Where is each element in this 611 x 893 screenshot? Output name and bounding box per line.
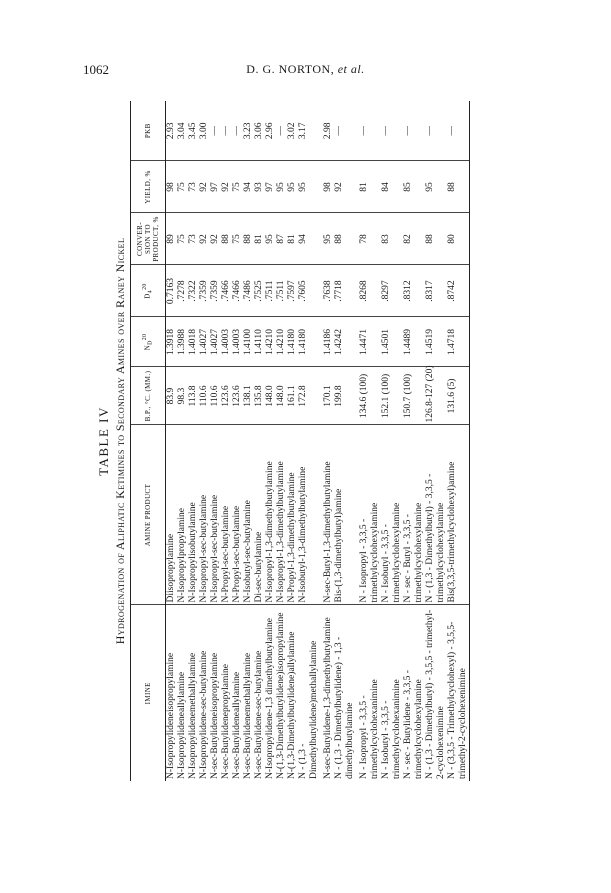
cell-yield: 97 xyxy=(210,161,221,213)
cell-bp: 123.6 xyxy=(221,367,232,425)
cell-pkb: — xyxy=(276,101,287,161)
table-row xyxy=(177,101,188,781)
cell-d4: .7525 xyxy=(254,265,265,317)
cell-conversion: 92 xyxy=(199,213,210,265)
cell-yield: 95 xyxy=(287,161,298,213)
cell-d4: .8317 xyxy=(425,265,447,317)
cell-yield: 98 xyxy=(320,161,334,213)
cell-yield: 84 xyxy=(381,161,403,213)
cell-d4: .7511 xyxy=(265,265,276,317)
table-row xyxy=(381,101,403,781)
cell-conversion: 87 xyxy=(276,213,287,265)
cell-bp: 123.6 xyxy=(232,367,243,425)
cell-nd: 1.3918 xyxy=(166,317,178,367)
cell-bp: 98.3 xyxy=(177,367,188,425)
cell-conversion: 80 xyxy=(447,213,470,265)
table-row xyxy=(232,101,243,781)
cell-imine: N - sec - Butylidene - 3,3,5 - trimethylcyclohexylamine xyxy=(403,670,424,779)
cell-nd: 1.4489 xyxy=(403,317,425,367)
cell-nd: 1.4210 xyxy=(265,317,276,367)
page-number: 1062 xyxy=(83,62,109,77)
cell-amine: N-Isopropyl-sec-butylamine xyxy=(199,425,210,605)
rotated-table-block xyxy=(96,101,496,781)
cell-pkb: — xyxy=(403,101,425,161)
cell-pkb: 3.04 xyxy=(177,101,188,161)
cell-conversion: 88 xyxy=(221,213,232,265)
cell-d4: .7605 xyxy=(298,265,320,317)
cell-amine: N-Isobutyl-sec-butylamine xyxy=(243,425,254,605)
cell-conversion: 94 xyxy=(298,213,320,265)
cell-yield: 95 xyxy=(425,161,447,213)
table-row xyxy=(447,101,470,781)
cell-pkb: — xyxy=(210,101,221,161)
table-caption: Hydrogenation of Aliphatic Ketimines to Secondary Amines over Raney Nickel xyxy=(113,237,127,645)
cell-conversion: 88 xyxy=(243,213,254,265)
cell-pkb: — xyxy=(334,101,356,161)
cell-nd: 1.4186 xyxy=(320,317,334,367)
cell-d4: .7466 xyxy=(232,265,243,317)
cell-imine: N-sec-Butylidenepropylamine xyxy=(221,663,231,779)
cell-bp: 126.8-127 (20) xyxy=(425,367,447,425)
cell-imine: N-sec-Butylideneisopropylamine xyxy=(210,652,220,779)
cell-nd: 1.4003 xyxy=(232,317,243,367)
cell-d4: .8268 xyxy=(356,265,381,317)
cell-yield: 97 xyxy=(265,161,276,213)
cell-nd: 1.3988 xyxy=(177,317,188,367)
header-nd-label: N xyxy=(143,344,152,351)
table-row xyxy=(334,101,356,781)
cell-yield: 93 xyxy=(254,161,265,213)
cell-bp: 148.0 xyxy=(265,367,276,425)
cell-d4: .8742 xyxy=(447,265,470,317)
cell-d4: .7638 xyxy=(320,265,334,317)
header-amine: AMINE PRODUCT xyxy=(131,425,166,605)
table-row xyxy=(254,101,265,781)
cell-conversion: 81 xyxy=(287,213,298,265)
cell-amine: N-Isopropylpropylamine xyxy=(177,425,188,605)
cell-imine: N - (3,3,5 - Trimethylcyclohexyl) - 3,5,5-trimethyl-2-cyclohexenimine xyxy=(447,605,470,781)
cell-pkb: 3.17 xyxy=(298,101,320,161)
cell-bp: 110.6 xyxy=(199,367,210,425)
cell-pkb: 3.45 xyxy=(188,101,199,161)
cell-yield: 73 xyxy=(188,161,199,213)
cell-conversion: 95 xyxy=(265,213,276,265)
cell-yield: 75 xyxy=(177,161,188,213)
cell-d4: .8312 xyxy=(403,265,425,317)
cell-d4: 0.7163 xyxy=(166,265,178,317)
cell-bp: 172.8 xyxy=(298,367,320,425)
table-row xyxy=(356,101,381,781)
cell-yield: 81 xyxy=(356,161,381,213)
table-row xyxy=(287,101,298,781)
cell-amine: N - (1,3 - Dimethylbutyl) - 3,3,5 - trimethylcyclohexylamine xyxy=(425,425,447,605)
cell-bp: 170.1 xyxy=(320,367,334,425)
cell-nd: 1.4027 xyxy=(199,317,210,367)
table-row xyxy=(403,101,425,781)
cell-bp: 83.9 xyxy=(166,367,178,425)
cell-amine: Di-sec-butylamine xyxy=(254,425,265,605)
cell-d4: .7466 xyxy=(221,265,232,317)
cell-amine: N - Isobutyl - 3,3,5 - trimethylcyclohexylamine xyxy=(381,425,403,605)
cell-conversion: 88 xyxy=(334,213,356,265)
table-row xyxy=(320,101,334,781)
cell-d4: .7278 xyxy=(177,265,188,317)
cell-d4: .7359 xyxy=(210,265,221,317)
header-bp: B.P., °C. (MM.) xyxy=(131,367,166,425)
cell-nd: 1.4180 xyxy=(287,317,298,367)
cell-yield: 75 xyxy=(232,161,243,213)
cell-d4: .7322 xyxy=(188,265,199,317)
table-row xyxy=(298,101,320,781)
cell-conversion: 73 xyxy=(188,213,199,265)
cell-nd: 1.4210 xyxy=(276,317,287,367)
cell-imine: N-(1,3-Dimethylbutylidene)allylamine xyxy=(287,631,297,779)
cell-amine: N-Propyl-1,3-dimethylbutylamine xyxy=(287,425,298,605)
cell-imine: N-sec-Butylideneallylamine xyxy=(232,671,242,779)
table-row xyxy=(276,101,287,781)
cell-imine: N-sec-Butylidenemethallylamine xyxy=(243,652,253,779)
cell-bp: 113.8 xyxy=(188,367,199,425)
table-row xyxy=(265,101,276,781)
cell-bp: 199.8 xyxy=(334,367,356,425)
cell-nd: 1.4110 xyxy=(254,317,265,367)
cell-nd: 1.4018 xyxy=(188,317,199,367)
cell-bp: 131.6 (5) xyxy=(447,367,470,425)
cell-conversion: 75 xyxy=(177,213,188,265)
cell-amine: N - sec - Butyl - 3,3,5 - trimethylcyclohexylamine xyxy=(403,425,425,605)
cell-d4: .7359 xyxy=(199,265,210,317)
table-row xyxy=(425,101,447,781)
cell-nd: 1.4519 xyxy=(425,317,447,367)
cell-nd: 1.4501 xyxy=(381,317,403,367)
cell-pkb: — xyxy=(425,101,447,161)
header-pkb: PKB xyxy=(131,101,166,161)
cell-amine: N-Isopropyl-sec-butylamine xyxy=(210,425,221,605)
cell-pkb: — xyxy=(381,101,403,161)
cell-pkb: 2.96 xyxy=(265,101,276,161)
cell-pkb: — xyxy=(221,101,232,161)
table-row xyxy=(221,101,232,781)
cell-imine: N-sec-Butylidene-sec-butylamine xyxy=(254,650,264,779)
cell-imine: N-Isopropylideneallylamine xyxy=(177,671,187,779)
header-d4-label: D xyxy=(143,293,152,299)
header-d4: $D_4^{20}$ xyxy=(131,265,166,317)
cell-amine: Bis(3,3,5-trimethylcyclohexyl)amine xyxy=(447,425,470,605)
cell-d4: .7486 xyxy=(243,265,254,317)
cell-nd: 1.4471 xyxy=(356,317,381,367)
header-conversion: CONVER-SION TO PRODUCT, % xyxy=(131,213,166,265)
cell-yield: 92 xyxy=(199,161,210,213)
cell-yield: 92 xyxy=(221,161,232,213)
cell-pkb: 2.93 xyxy=(166,101,178,161)
cell-imine: N-(1,3-Dimethylbutylidene)isopropylamine xyxy=(276,612,286,779)
cell-yield: 88 xyxy=(447,161,470,213)
header-nd: $N_D^{20}$ xyxy=(131,317,166,367)
cell-nd: 1.4027 xyxy=(210,317,221,367)
cell-imine: N - (1,3 - Dimethylbutyl) - 3,5,5 - trimethyl-2-cyclohexenimine xyxy=(425,609,446,779)
cell-yield: 85 xyxy=(403,161,425,213)
cell-imine: N - (1,3 - Dimethylbutylidene) - 1,3 - dimethylbutylamine xyxy=(334,636,355,779)
cell-conversion: 82 xyxy=(403,213,425,265)
cell-amine: N - Isopropyl - 3,3,5 - trimethylcyclohexylamine xyxy=(356,425,381,605)
cell-bp: 152.1 (100) xyxy=(381,367,403,425)
cell-pkb: 3.02 xyxy=(287,101,298,161)
running-head xyxy=(0,62,611,77)
cell-pkb: — xyxy=(356,101,381,161)
cell-amine: N-Propyl-sec-butylamine xyxy=(221,425,232,605)
cell-yield: 95 xyxy=(276,161,287,213)
cell-imine: N-Isopropylidene-sec-butylamine xyxy=(199,650,209,779)
cell-pkb: 2.98 xyxy=(320,101,334,161)
header-row xyxy=(131,101,166,781)
cell-amine: N-Isobutyl-1,3-dimethylbutylamine xyxy=(298,425,320,605)
table-row xyxy=(188,101,199,781)
cell-conversion: 92 xyxy=(210,213,221,265)
running-head-authors: D. G. NORTON, xyxy=(246,62,335,76)
cell-bp: 110.6 xyxy=(210,367,221,425)
cell-d4: .7597 xyxy=(287,265,298,317)
table-row xyxy=(166,101,178,781)
cell-imine: N-sec-Butylidene-1,3-dimethylbutylamine xyxy=(323,617,333,779)
cell-pkb: — xyxy=(447,101,470,161)
cell-pkb: 3.00 xyxy=(199,101,210,161)
cell-imine: N-Isopropylideneisopropylamine xyxy=(166,652,176,779)
cell-amine: N-sec-Butyl-1,3-dimethylbutylamine xyxy=(320,425,334,605)
cell-yield: 92 xyxy=(334,161,356,213)
cell-nd: 1.4242 xyxy=(334,317,356,367)
cell-bp: 134.6 (100) xyxy=(356,367,381,425)
cell-yield: 94 xyxy=(243,161,254,213)
cell-conversion: 75 xyxy=(232,213,243,265)
cell-bp: 138.1 xyxy=(243,367,254,425)
cell-d4: .7718 xyxy=(334,265,356,317)
cell-yield: 98 xyxy=(166,161,178,213)
cell-conversion: 95 xyxy=(320,213,334,265)
cell-imine: N-Isopropylidenemethallylamine xyxy=(188,652,198,779)
cell-d4: .7511 xyxy=(276,265,287,317)
cell-imine: N - (1,3 - Dimethylbutylidene)methallylamine xyxy=(298,640,319,779)
cell-pkb: — xyxy=(232,101,243,161)
cell-bp: 161.1 xyxy=(287,367,298,425)
cell-imine: N-Isopropylidene-1,3 dimethylbutylamine xyxy=(265,618,275,779)
cell-imine: N - Isobutyl - 3,3,5 - trimethylcyclohexanimine xyxy=(381,679,402,779)
cell-bp: 148.0 xyxy=(276,367,287,425)
cell-amine: N-Isopropylisobutylamine xyxy=(188,425,199,605)
table-row xyxy=(243,101,254,781)
cell-nd: 1.4003 xyxy=(221,317,232,367)
header-yield: YIELD, % xyxy=(131,161,166,213)
cell-nd: 1.4180 xyxy=(298,317,320,367)
cell-amine: N-Propyl-sec-butylamine xyxy=(232,425,243,605)
cell-amine: Bis-(1,3-dimethylbutyl)amine xyxy=(334,425,356,605)
header-imine: IMINE xyxy=(131,605,166,781)
cell-pkb: 3.06 xyxy=(254,101,265,161)
table-row xyxy=(199,101,210,781)
cell-conversion: 83 xyxy=(381,213,403,265)
table-title: TABLE IV xyxy=(96,406,111,476)
cell-conversion: 78 xyxy=(356,213,381,265)
cell-conversion: 89 xyxy=(166,213,178,265)
cell-amine: N-Isopropyl-1,3-dimethylbutylamine xyxy=(276,425,287,605)
cell-conversion: 81 xyxy=(254,213,265,265)
cell-imine: N - Isopropyl - 3,3,5 - trimethylcyclohexanimine xyxy=(359,679,380,779)
cell-bp: 150.7 (100) xyxy=(403,367,425,425)
cell-yield: 95 xyxy=(298,161,320,213)
data-table xyxy=(130,101,470,781)
cell-amine: Diisopropylamine xyxy=(166,425,178,605)
cell-d4: .8297 xyxy=(381,265,403,317)
cell-bp: 135.8 xyxy=(254,367,265,425)
cell-amine: N-Isopropyl-1,3-dimethylbutylamine xyxy=(265,425,276,605)
cell-nd: 1.4100 xyxy=(243,317,254,367)
cell-conversion: 88 xyxy=(425,213,447,265)
table-row xyxy=(210,101,221,781)
cell-pkb: 3.23 xyxy=(243,101,254,161)
running-head-etal: et al. xyxy=(337,62,365,76)
cell-nd: 1.4718 xyxy=(447,317,470,367)
